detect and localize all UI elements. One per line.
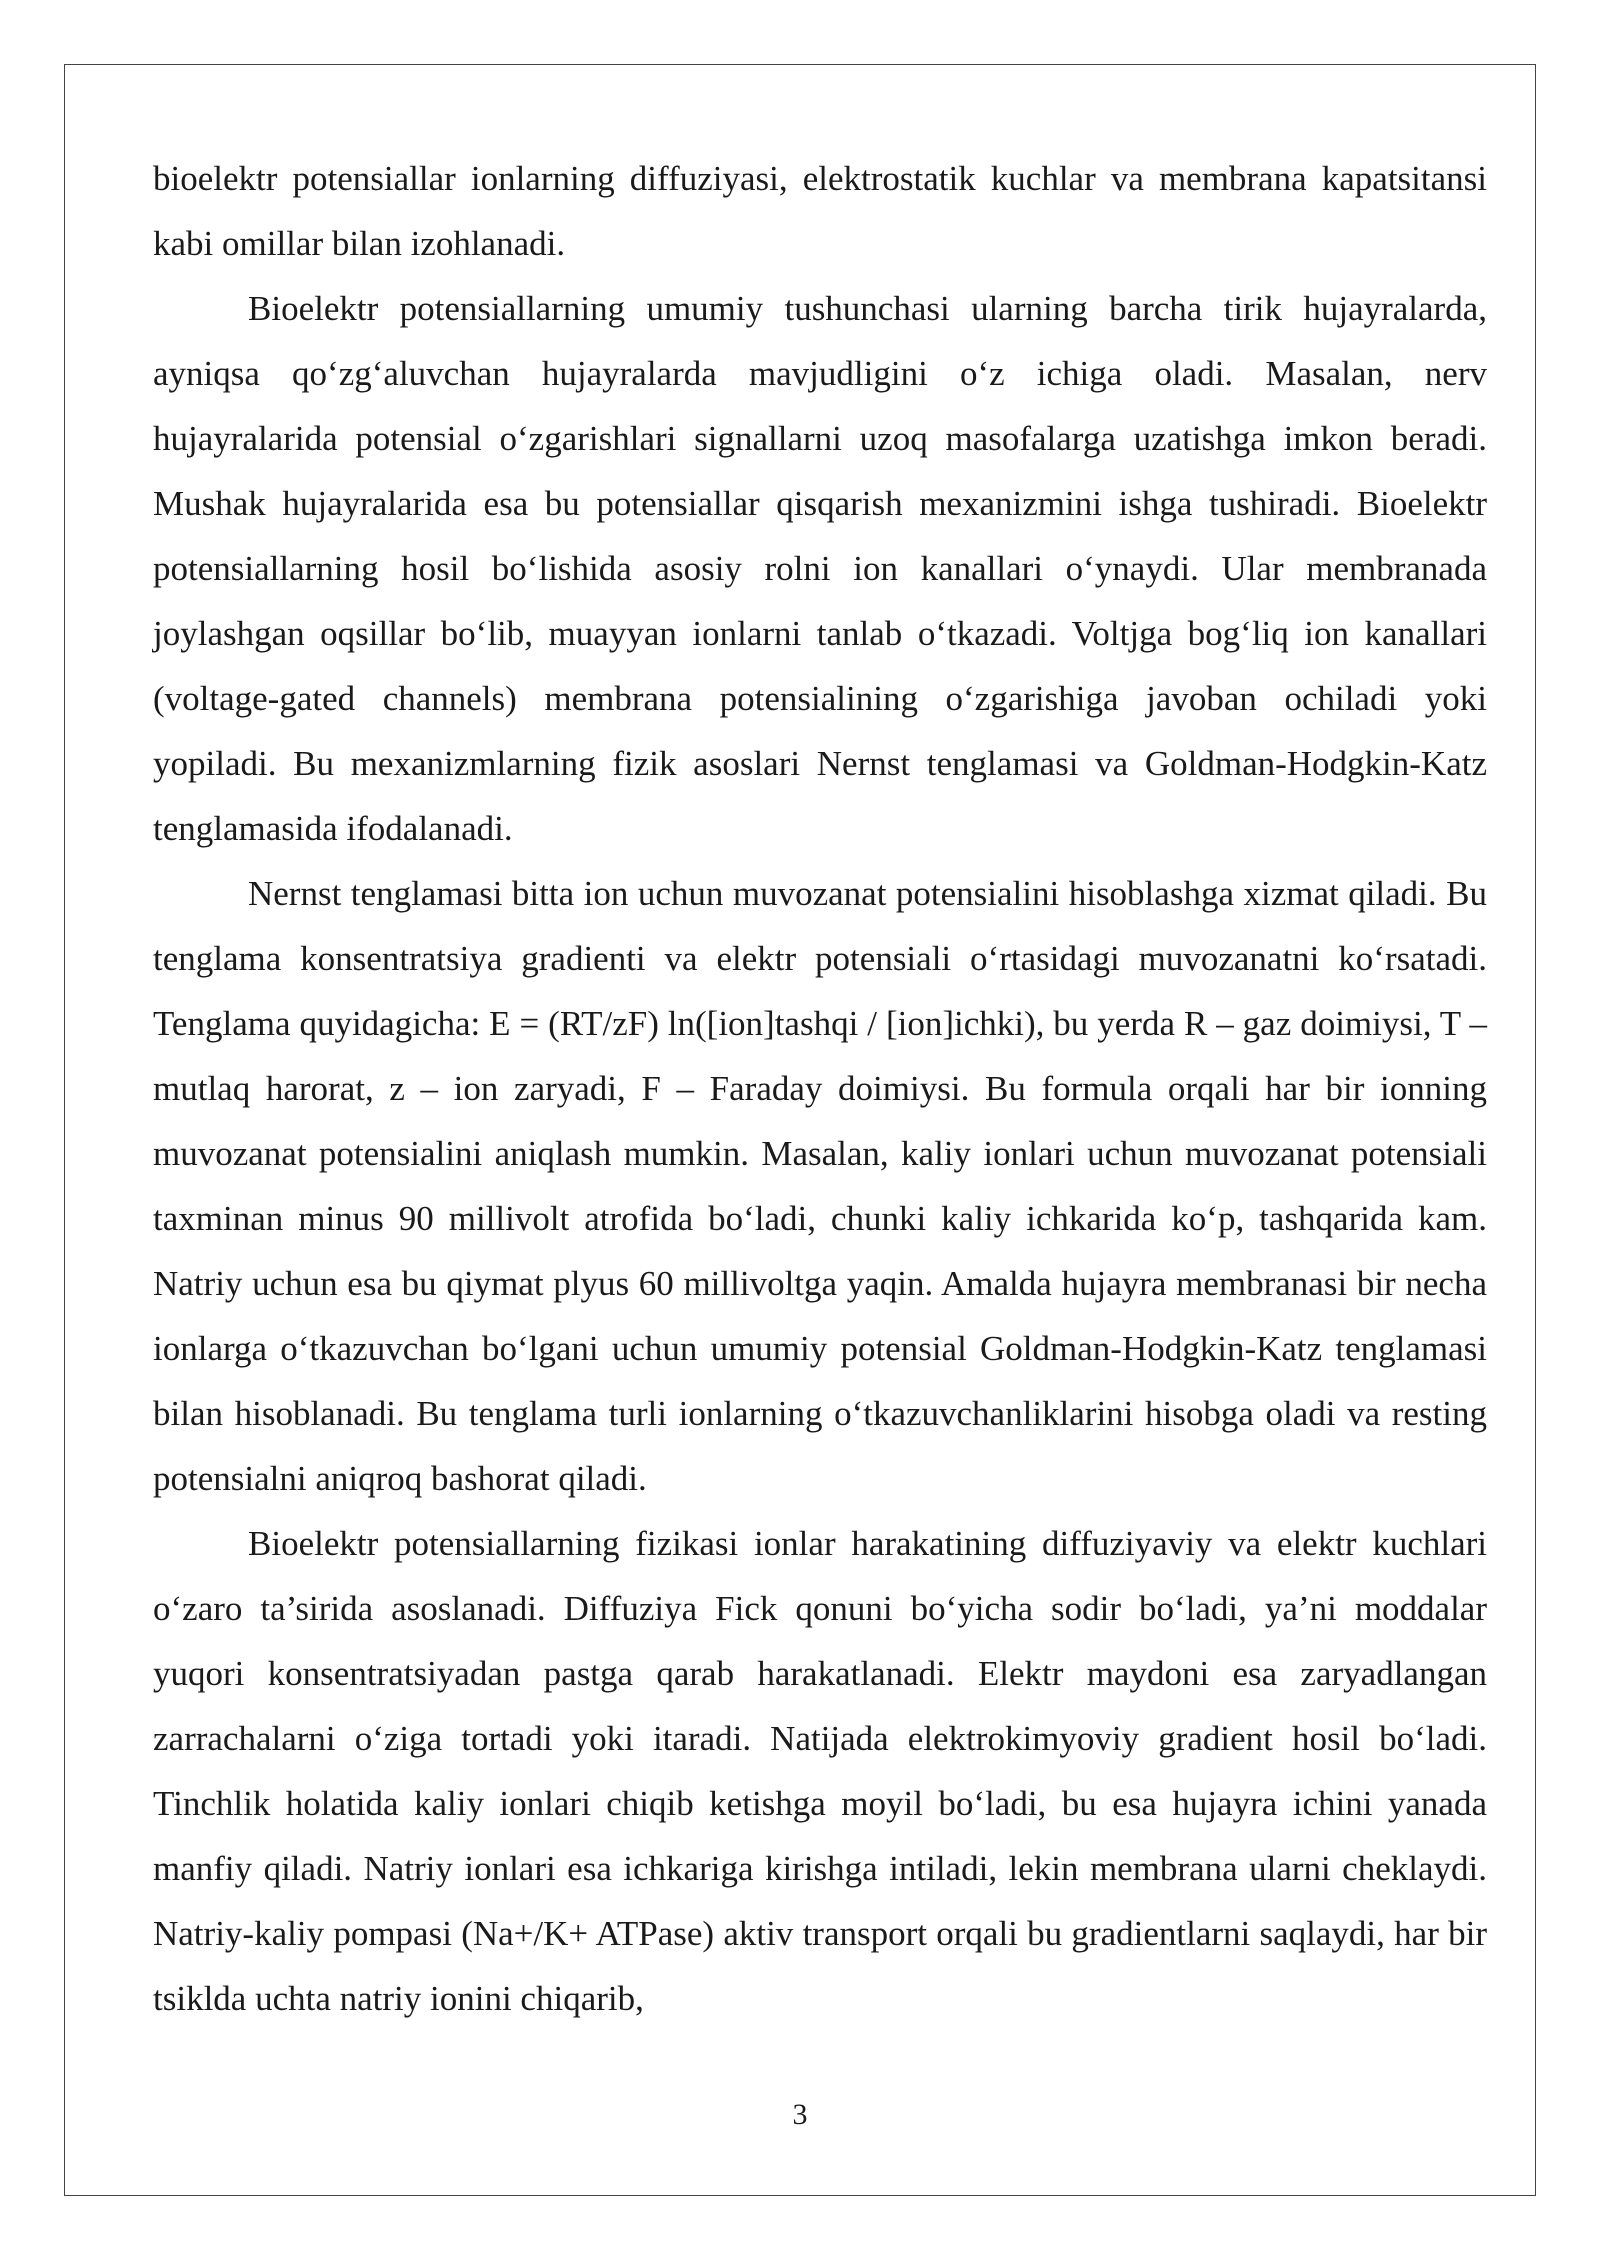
page-number: 3 (792, 2098, 808, 2131)
paragraph-physics: Bioelektr potensiallarning fizikasi ionlar harakatining diffuziyaviy va elektr kuchlari o‘zaro ta’sirida asoslanadi. Diffuziya Fick qonuni bo‘yicha sodir bo‘ladi, ya’ni moddalar yuqori konsentratsiyadan pastga qarab harakatlanadi. Elektr maydoni esa zaryadlangan zarrachalarni o‘ziga tortadi yoki itaradi. Natijada elektrokimyoviy gradient hosil bo‘ladi. Tinchlik holatida kaliy ionlari chiqib ketishga moyil bo‘ladi, bu esa hujayra ichini yanada manfiy qiladi. Natriy ionlari esa ichkariga kirishga intiladi, lekin membrana ularni cheklaydi. Natriy-kaliy pompasi (Na+/K+ ATPase) aktiv transport orqali bu gradientlarni saqlaydi, har bir tsiklda uchta natriy ionini chiqarib, (153, 1524, 1487, 2018)
paragraph-nernst-equation: Nernst tenglamasi bitta ion uchun muvozanat potensialini hisoblashga xizmat qiladi. Bu tenglama konsentratsiya gradienti va elektr potensiali o‘rtasidagi muvozanatni ko‘rsatadi. Tenglama quyidagicha: E = (RT/zF) ln([ion]tashqi / [ion]ichki), bu yerda R – gaz doimiysi, T – mutlaq harorat, z – ion zaryadi, F – Faraday doimiysi. Bu formula orqali har bir ionning muvozanat potensialini aniqlash mumkin. Masalan, kaliy ionlari uchun muvozanat potensiali taxminan minus 90 millivolt atrofida bo‘ladi, chunki kaliy ichkarida ko‘p, tashqarida kam. Natriy uchun esa bu qiymat plyus 60 millivoltga yaqin. Amalda hujayra membranasi bir necha ionlarga o‘tkazuvchan bo‘lgani uchun umumiy potensial Goldman-Hodgkin-Katz tenglamasi bilan hisoblanadi. Bu tenglama turli ionlarning o‘tkazuvchanliklarini hisobga oladi va resting potensialni aniqroq bashorat qiladi. (153, 874, 1487, 1498)
document-body (153, 146, 1487, 2031)
paragraph-continuation: bioelektr potensiallar ionlarning diffuziyasi, elektrostatik kuchlar va membrana kapatsitansi kabi omillar bilan izohlanadi. (153, 159, 1487, 263)
paragraph-general-concept: Bioelektr potensiallarning umumiy tushunchasi ularning barcha tirik hujayralarda, ayniqsa qo‘zg‘aluvchan hujayralarda mavjudligini o‘z ichiga oladi. Masalan, nerv hujayralarida potensial o‘zgarishlari signallarni uzoq masofalarga uzatishga imkon beradi. Mushak hujayralarida esa bu potensiallar qisqarish mexanizmini ishga tushiradi. Bioelektr potensiallarning hosil bo‘lishida asosiy rolni ion kanallari o‘ynaydi. Ular membranada joylashgan oqsillar bo‘lib, muayyan ionlarni tanlab o‘tkazadi. Voltjga bog‘liq ion kanallari (voltage-gated channels) membrana potensialining o‘zgarishiga javoban ochiladi yoki yopiladi. Bu mexanizmlarning fizik asoslari Nernst tenglamasi va Goldman-Hodgkin-Katz tenglamasida ifodalanadi. (153, 289, 1487, 848)
